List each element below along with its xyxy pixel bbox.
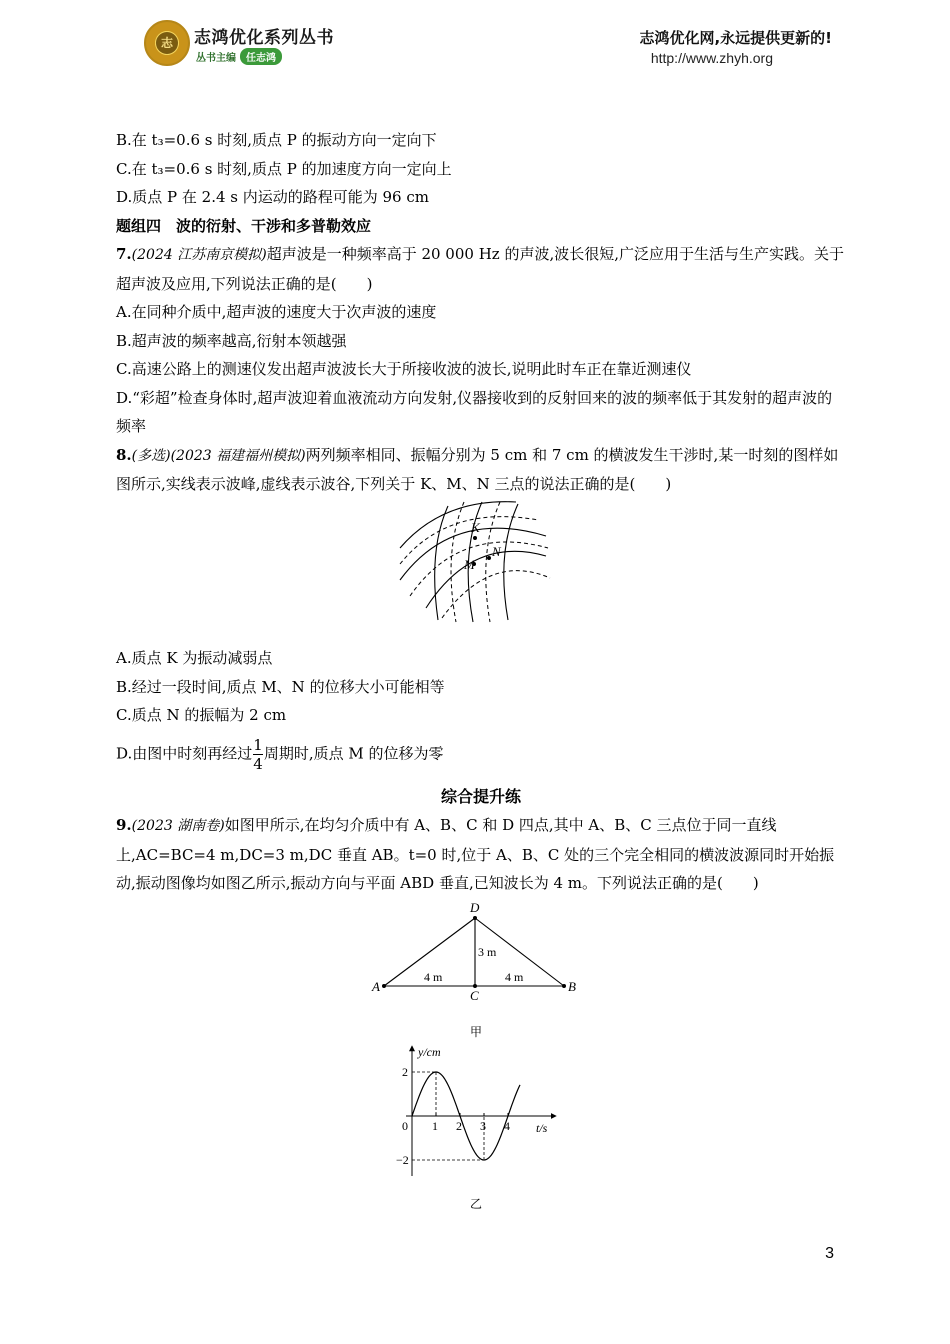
q8-source: (多选)(2023 福建福州模拟) [131,447,306,464]
vibration-graph [386,1040,566,1210]
q6-option-c: C.在 t₃=0.6 s 时刻,质点 P 的加速度方向一定向上 [116,159,452,178]
interference-figure [398,500,558,624]
q9-number: 9. [116,816,132,834]
q8-text: 两列频率相同、振幅分别为 5 cm 和 7 cm 的横波发生干涉时,某一时刻的图样如图所示,实线表示波峰,虚线表示波谷,下列关于 K、M、N 三点的说法正确的是( ) [116,445,839,493]
q6-option-d: D.质点 P 在 2.4 s 内运动的路程可能为 96 cm [116,188,429,206]
label-n: N [492,544,501,559]
x-axis-label: t/s [536,1121,548,1135]
q8-stem [116,441,846,499]
point-b-dot [562,984,566,988]
q7-option-c: C.高速公路上的测速仪发出超声波波长大于所接收波的波长,说明此时车正在靠近测速仪 [116,360,692,378]
trough-line [442,571,550,618]
logo-mark: 志 [156,32,178,54]
point-d-dot [473,916,477,920]
q8-option-a: A.质点 K 为振动减弱点 [116,649,273,667]
series-logo [144,20,190,66]
triangle-figure [366,896,586,1040]
crest-line [504,504,518,620]
q9-stem [116,811,846,898]
q8-option-d-tail: 周期时,质点 M 的位移为零 [263,744,444,762]
label-k: K [471,520,480,535]
figure-yi-caption: 乙 [470,1197,483,1210]
point-k-dot [473,536,477,540]
label-d: D [470,900,480,915]
q8-option-c: C.质点 N 的振幅为 2 cm [116,706,287,724]
point-a-dot [382,984,386,988]
q8-options [116,644,846,898]
label-b: B [568,979,576,994]
editor-name: 任志鸿 [240,48,282,65]
page-number: 3 [825,1245,834,1262]
q8-number: 8. [116,445,132,464]
crest-line [400,528,546,580]
q6-option-b: B.在 t₃=0.6 s 时刻,质点 P 的振动方向一定向下 [116,131,437,149]
label-c: C [470,988,479,1003]
fraction-denominator: 4 [253,754,263,773]
q8-option-d-lead: D.由图中时刻再经过 [116,744,253,762]
header-slogan: 志鸿优化网,永远提供更新的! [639,29,832,47]
trough-line [410,542,548,596]
q7-option-d: D.“彩超”检查身体时,超声波迎着血液流动方向发射,仪器接收到的反射回来的波的频率低于其发射的超声波的频率 [116,388,833,435]
q9-text: 如图甲所示,在均匀介质中有 A、B、C 和 D 四点,其中 A、B、C 三点位于同一直线上,AC=BC=4 m,DC=3 m,DC 垂直 AB。t=0 时,位于 A、B、C 处的三个完全相同的横波波源同时开始振动,振动图像均如图乙所示,振动方向与平面 ABD 垂直,已知波长为 4 m。下列说法正确的是( ) [116,816,835,892]
point-n-dot [487,556,491,560]
section-title: 综合提升练 [440,786,521,806]
page-content [116,126,846,499]
x-tick-label: 2 [456,1119,462,1133]
x-tick-label: 4 [504,1119,510,1133]
group4-heading: 题组四 波的衍射、干涉和多普勒效应 [116,216,372,235]
q8-option-b: B.经过一段时间,质点 M、N 的位移大小可能相等 [116,677,445,696]
y-tick-label: −2 [396,1153,409,1167]
page-header [0,0,950,92]
y-axis-label: y/cm [418,1045,441,1059]
q7-source: (2024 江苏南京模拟) [131,247,267,263]
length-ac-label: 4 m [424,970,443,984]
q7-stem [116,240,846,298]
figure-jia-caption: 甲 [470,1025,483,1039]
crest-line [400,502,516,548]
editor-label: 丛书主编 [196,52,236,64]
trough-line [486,502,500,622]
fraction-quarter [253,736,263,773]
x-tick-label: 3 [480,1119,486,1133]
y-tick-label: 2 [402,1065,408,1079]
x-tick-label: 1 [432,1119,438,1133]
length-cb-label: 4 m [505,970,524,984]
label-a: A [372,979,380,994]
site-url-link[interactable]: http://www.zhyh.org [650,50,773,66]
editor-bar [196,48,282,64]
fraction-numerator: 1 [253,735,263,754]
q9-source: (2023 湖南卷) [131,818,225,834]
x-tick-label: 0 [402,1119,408,1133]
q7-option-a: A.在同种介质中,超声波的速度大于次声波的速度 [116,303,437,321]
q7-option-b: B.超声波的频率越高,衍射本领越强 [116,331,347,350]
q8-option-d [116,736,846,773]
q7-number: 7. [116,245,132,263]
length-dc-label: 3 m [478,945,497,959]
q7-text: 超声波是一种频率高于 20 000 Hz 的声波,波长很短,广泛应用于生活与生产实践。关于超声波及应用,下列说法正确的是( ) [116,245,845,293]
series-brand: 志鸿优化系列丛书 [194,28,334,48]
label-m: M [464,557,475,572]
